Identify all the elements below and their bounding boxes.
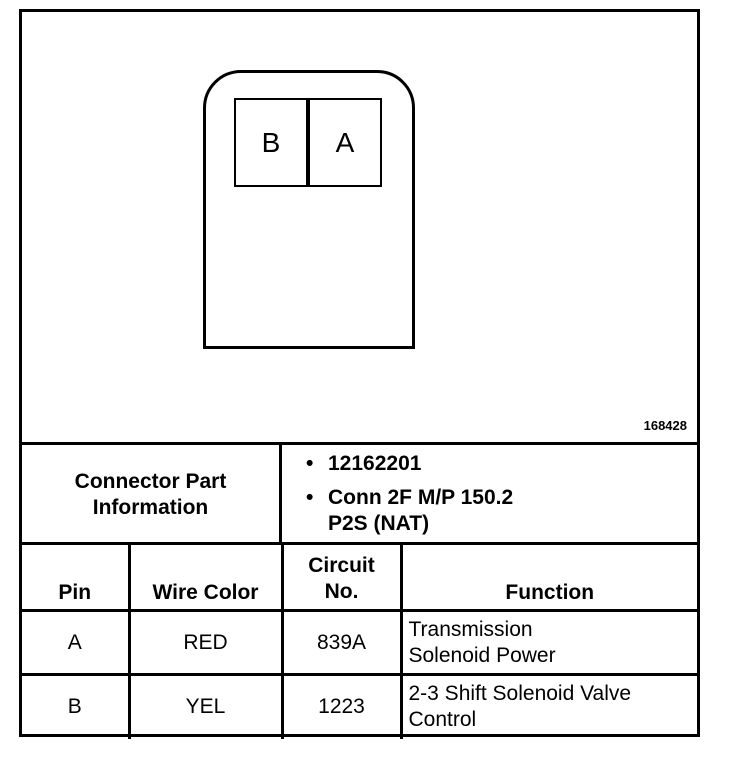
table-row — [22, 611, 697, 675]
info-label — [22, 445, 282, 544]
cell-circuit: 839A — [282, 611, 401, 675]
pin-cavity-a — [308, 98, 382, 187]
connector-sheet — [19, 9, 700, 737]
cell-circuit: 1223 — [282, 675, 401, 739]
bullet-icon: • — [306, 486, 314, 509]
pin-cavity-b — [234, 98, 308, 187]
cell-pin: A — [22, 611, 129, 675]
bullet-icon: • — [306, 452, 314, 475]
list-item — [306, 451, 686, 477]
connector-description: Conn 2F M/P 150.2 P2S (NAT) — [328, 486, 514, 535]
cell-wire-color: RED — [129, 611, 282, 675]
info-label-text: Connector Part Information — [74, 469, 227, 519]
cell-function: Transmission Solenoid Power — [401, 611, 697, 675]
connector-diagram — [22, 12, 697, 442]
header-circuit: Circuit No. — [282, 544, 401, 611]
header-wire-color: Wire Color — [129, 544, 282, 611]
figure-id: 168428 — [643, 418, 687, 433]
cell-pin: B — [22, 675, 129, 739]
header-pin: Pin — [22, 544, 129, 611]
list-item — [306, 485, 686, 537]
connector-part-information — [22, 442, 697, 544]
pin-table — [22, 542, 697, 739]
pin-cavity-label: A — [335, 126, 355, 158]
cell-wire-color: YEL — [129, 675, 282, 739]
info-values — [306, 451, 686, 545]
table-header-row — [22, 544, 697, 611]
cell-function: 2-3 Shift Solenoid Valve Control — [401, 675, 697, 739]
header-function: Function — [401, 544, 697, 611]
table-row — [22, 675, 697, 739]
part-number: 12162201 — [328, 452, 422, 475]
pin-cavity-label: B — [261, 126, 281, 158]
